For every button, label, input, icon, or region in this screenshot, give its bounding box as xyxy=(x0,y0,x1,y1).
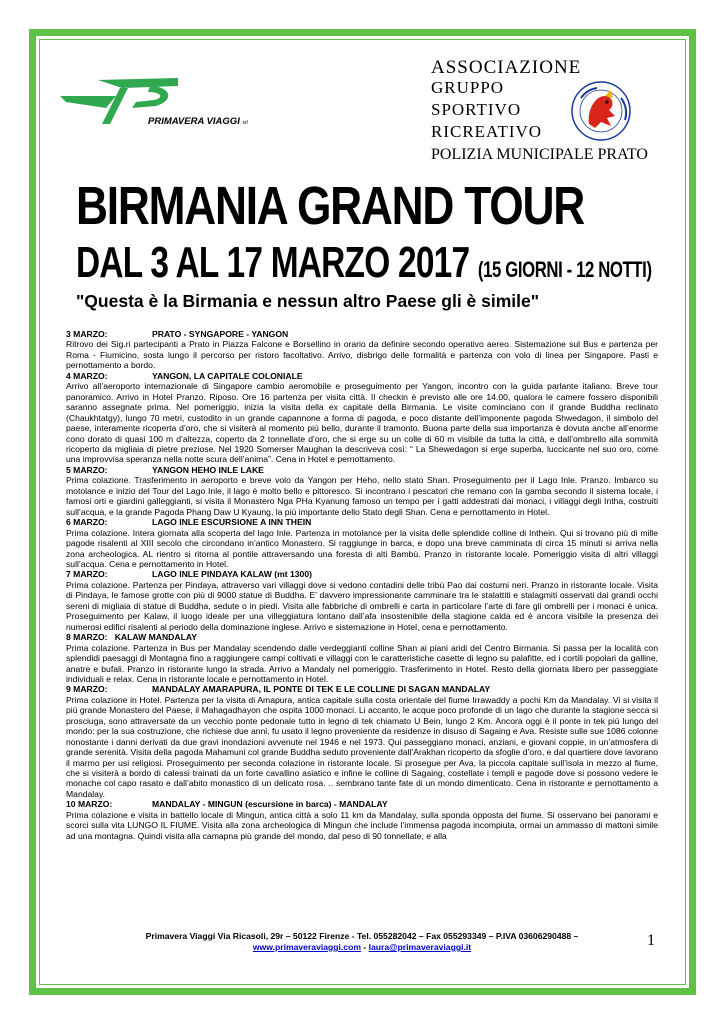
day-description: Prima colazione e visita in battello locale di Mingun, antica città a solo 11 km da Mandalay, sulla sponda opposta del fiume. Si osservano bei panorami e scorci sulla vita LUNGO IL FIUME. Visita alla zona archeologica di Mingun che include l’immensa pagoda incompiuta, ormai un ammasso di mattoni simile ad una montagna. Quindi visita alla camapna più grande del mondo, dal peso di 90 tonnellate, e alla xyxy=(66,809,658,841)
day-date: 7 MARZO: xyxy=(66,569,108,580)
day-route: YANGON HEHO INLE LAKE xyxy=(152,464,264,475)
day-date: 8 MARZO: xyxy=(66,632,108,643)
tour-quote: "Questa è la Birmania e nessun altro Paese gli è simile" xyxy=(76,291,540,311)
day-route: PRATO - SYNGAPORE - YANGON xyxy=(152,329,289,339)
website-link[interactable]: www.primaveraviaggi.com xyxy=(252,942,361,952)
itinerary-day xyxy=(66,465,658,517)
association-line-4: RICREATIVO xyxy=(431,122,543,141)
day-description: Ritrovo dei Sig.ri partecipanti a Prato in Piazza Falcone e Borsellino in orario da definire secondo operativo aereo. Sistemazione sul Bus e partenza per Roma - Fiumicino, sosta lungo il percorso per ristoro facoltativo. Arrivo, disbrigo delle formalità e partenza con volo di linea per Singapore. Pasti e pernottamento a bordo. xyxy=(66,339,658,371)
association-line-2: GRUPPO xyxy=(431,78,505,97)
page-number: 1 xyxy=(647,932,655,949)
day-date: 10 MARZO: xyxy=(66,799,113,810)
page-title: BIRMANIA GRAND TOUR xyxy=(76,176,584,236)
day-route: MANDALAY AMARAPURA, IL PONTE DI TEK E LE COLLINE DI SAGAN MANDALAY xyxy=(152,684,491,695)
page-footer xyxy=(66,931,658,953)
itinerary-day xyxy=(66,632,658,684)
day-description: Prima colazione in Hotel. Partenza per la visita di Amapura, antica capitale sulla costa orientale del fiume Irrawaddy a pochi Km da Mandalay. Vi si visita il più grande Monastero del Paese, il Mahagadhayon che ospita 1000 monaci. Li accanto, le acque poco profonde di un lago che durante la stagione secca si prosciuga, sono attraversate da un vecchio ponte pedonale tutto in legno di tek chiamato U Bein, lungo 2 Km. Ancora oggi è il ponte in tek più lungo del mondo: per la sua costruzione, che richiese due anni, fu usato il legno proveniente da residenze in disuso di Sagaing e Ava. Resiste sulle sue 1086 colonne nonostante i danni derivati da due gravi inondazioni avvenute nel 1946 e nel 1973. Qui passeggiano monaci, anziani, e giovani coppie, in un’atmosfera di grande serenità. Visita della pagoda Mahamuni col grande Buddha seduto proveniente dall’Arakhan ricoperto da sfoglie d’oro, e dal quartiere dove lavorano il marmo per usi religiosi. Proseguimento per seconda colazione in ristorante locale. Si prosegue per Ava, la piccola capitale sull’isola in mezzo al fiume, che si visiterà a bordo di calessi trainati da un forte cavallino asiatico e infine le colline di Sagaing, costellate i templi e pagode dove si possono vedere le monache col capo rasato e dall’abito monastico di un delicato rosa. .. sembrano tante fate di un mondo dimenticato. Cena in ristorante e pernottamento a Mandalay. xyxy=(66,694,658,799)
day-header xyxy=(66,684,658,694)
day-header xyxy=(66,569,658,579)
day-date: 5 MARZO: xyxy=(66,464,108,475)
day-date: 4 MARZO: xyxy=(66,370,108,381)
brand-suffix: srl xyxy=(242,120,248,126)
day-description: Prima colazione. Trasferimento in aeroporto e breve volo da Yangon per Heho, nello stato Shan. Proseguimento per il Lago Inle. Pranzo. Imbarco su motolance e inizio del Tour del Lago Inle, il lago è molto bello e pittoresco. Si incontrano i pescatori che remano con la gamba secondo il sistema locale, i famosi orti e giardini galleggianti, si visita il Monastero Nga PHa Kyanung famoso un tempo per i gatti addestrati dai monaci, i villaggi degli Intha, costruiti sull’acqua, e la grande Pagoda Phang Daw U Kyaung, la più importante dello Stato degli Shan. Cena e pernottamento in Hotel. xyxy=(66,475,658,517)
brand-name xyxy=(148,116,248,127)
day-header xyxy=(66,632,658,642)
day-header xyxy=(66,329,658,339)
itinerary-day xyxy=(66,569,658,632)
itinerary-day xyxy=(66,799,658,841)
day-description: Prima colazione. Intera giornata alla scoperta del lago Inle. Partenza in motolance per la visita delle splendide colline di Inthein. Qui si trovano più di mille pagode risalenti al XIII secolo che circondano in’antico Monastero. Si raggiunge in barca, e dopo una breve camminata di circa 15 minuti si arriva nella zona archeologica. AL rientro si ritorna al pontile attraversando una foresta di alti Bambù. Pranzo in ristorante locale. Pomeriggio visita di altri villaggi sull’acqua. Cena e pernottamento in Hotel. xyxy=(66,527,658,569)
day-date: 9 MARZO: xyxy=(66,684,108,695)
day-route: KALAW MANDALAY xyxy=(114,632,197,643)
primavera-viaggi-logo xyxy=(58,72,268,138)
association-seal-icon xyxy=(567,80,635,142)
day-date: 6 MARZO: xyxy=(66,517,108,528)
footer-address: Primavera Viaggi Via Ricasoli, 29r – 50122 Firenze - Tel. 055282042 – Fax 055293349 – P.IVA 03606290488 – xyxy=(145,931,579,941)
day-description: Prima colazione. Partenza per Pindaya, attraverso vari villaggi dove si vedono contadini delle tribù Pao dai costumi neri. Pranzo in ristorante locale. Visita di Pindaya, le famose grotte con più di 9000 statue di Buddha. E’ davvero impressionante camminare tra le stalattiti e stalagmiti osservati dai grandi occhi sereni di migliaia di statue di Buddha, sedute o in piedi. Visita alle fabbriche di ombrelli e carta in particolare l’arte di fare gli ombrelli per i monaci è unica. Proseguimento per Kalaw, il luogo ideale per una villeggiatura lontano dall’afa insostenibile della stagione calda ed è ancora visibile la presenza dei numerosi edifici risalenti al periodo della dominazione inglese. Arrivo e sistemazione in Hotel, cena e pernottamento. xyxy=(66,579,658,632)
day-header xyxy=(66,371,658,381)
brand-name-text: PRIMAVERA VIAGGI xyxy=(148,116,240,127)
day-route: LAGO INLE ESCURSIONE A INN THEIN xyxy=(152,517,312,528)
tour-dates xyxy=(76,238,652,292)
tour-duration: (15 GIORNI - 12 NOTTI) xyxy=(477,257,652,282)
association-line-3: SPORTIVO xyxy=(431,100,522,119)
footer-contacts xyxy=(66,942,658,953)
day-header xyxy=(66,465,658,475)
day-route: LAGO INLE PINDAYA KALAW (mt 1300) xyxy=(152,569,312,580)
association-line-1: ASSOCIAZIONE xyxy=(431,57,582,78)
association-line-5: POLIZIA MUNICIPALE PRATO xyxy=(431,146,648,163)
itinerary-day xyxy=(66,329,658,371)
day-route: YANGON, LA CAPITALE COLONIALE xyxy=(152,370,303,381)
itinerary xyxy=(66,329,658,841)
day-date: 3 MARZO: xyxy=(66,329,108,339)
day-description: Arrivo all’aeroporto internazionale di Singapore cambio aeromobile e proseguimento per Yangon, incontro con la guida parlante italiano. Breve tour panoramico. Arrivo in Hotel Pranzo. Riposo. Ore 16 partenza per visita città. Il checkin è previsto alle ore 14.00, qualora le camere fossero disponibili saranno assegnate prima. Nel pomeriggio, inizia la visita della ex capitale della Birmania. Le visite cominciano con il grande Buddha reclinato (Chaukhtatgy), lungo 70 metri, custodito in un grande capannone a forma di pagoda, e poco distante dell’imponente pagoda Shwedagon, il simbolo del paese, interamente ricoperta d’oro, che si visiterà al momento più bello, durante il tramonto. Buona parte della sua importanza è dovuta anche all’enorme cono dorato di quasi 100 m d’altezza, coperto da 2 tonnellate d’oro, che si erge su un colle di 60 m visibile da tutta la città, e dall’ombrello alla sommità ricoperto da migliaia di pietre preziose. Nel 1920 Somerser Maughan la descriveva così: “ La Shewedagon si erge superba, luccicante nel suo oro, come una improvvisa speranza nella notte scura dell’anima”. Cena in Hotel e pernottamento. xyxy=(66,381,658,465)
footer-separator: - xyxy=(360,942,369,952)
itinerary-day xyxy=(66,684,658,799)
day-route: MANDALAY - MINGUN (escursione in barca) - MANDALAY xyxy=(152,799,388,810)
day-header xyxy=(66,517,658,527)
itinerary-day xyxy=(66,371,658,465)
email-link[interactable]: laura@primaveraviaggi.it xyxy=(368,942,472,952)
itinerary-day xyxy=(66,517,658,569)
day-header xyxy=(66,799,658,809)
tour-dates-text: DAL 3 AL 17 MARZO 2017 xyxy=(76,238,470,287)
day-description: Prima colazione. Partenza in Bus per Mandalay scendendo dalle verdeggianti colline Shan ai piani aridi del Centro Birmania. Si passa per la località con splendidi paesaggi di Montagna fino a raggiungere campi coltivati e villaggi con le caratteristiche casette di legno su palafitte, ed i cortili popolari da galline, anatre e bufali. Pranzo in ristorante lungo la strada. Arrivo a Mandaly nel pomeriggio. Trasferimento in Hotel. Resto della giornata libero per passeggiate individuali e relax. Cena in ristorante locale e pernottamento in Hotel. xyxy=(66,642,658,684)
